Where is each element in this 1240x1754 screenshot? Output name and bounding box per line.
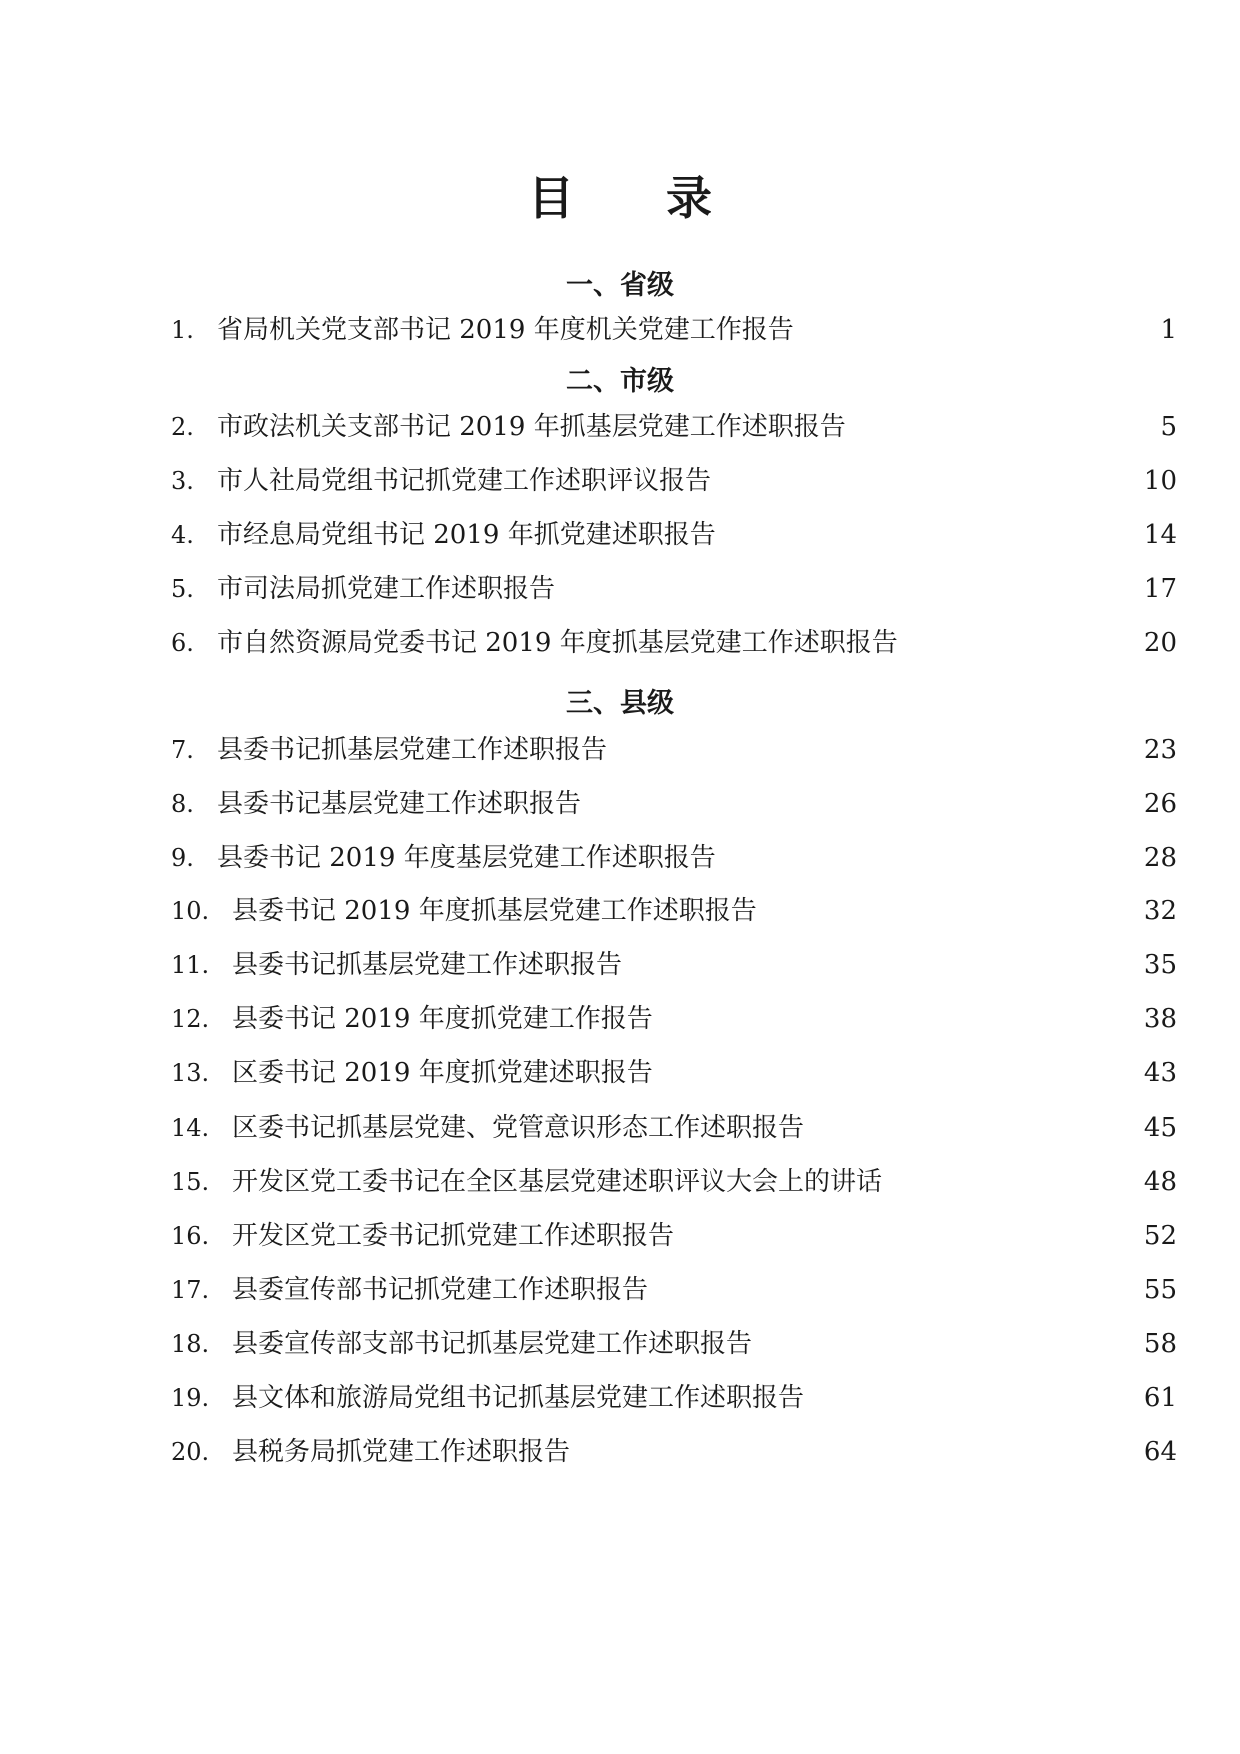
entry-page-number: 35 <box>1143 950 1177 980</box>
toc-entry[interactable] <box>0 569 1240 609</box>
entry-number: 4. <box>171 521 194 549</box>
entry-page-number: 55 <box>1143 1275 1177 1305</box>
entry-page-number: 14 <box>1143 520 1177 550</box>
entry-number: 3. <box>171 467 194 495</box>
entry-page-number: 20 <box>1143 628 1177 658</box>
entry-number: 13. <box>171 1059 210 1087</box>
entry-title: 县委宣传部书记抓党建工作述职报告 <box>232 1275 649 1305</box>
entry-page-number: 48 <box>1143 1167 1177 1197</box>
toc-entry[interactable] <box>0 461 1240 501</box>
entry-title: 县委宣传部支部书记抓基层党建工作述职报告 <box>232 1329 753 1359</box>
toc-entry[interactable] <box>0 1432 1240 1472</box>
entry-title: 市经息局党组书记 2019 年抓党建述职报告 <box>217 520 716 550</box>
entry-title: 省局机关党支部书记 2019 年度机关党建工作报告 <box>217 315 794 345</box>
section-heading-provincial: 一、省级 <box>566 270 674 301</box>
toc-entry[interactable] <box>0 999 1240 1039</box>
document-title: 目 录 <box>527 171 750 225</box>
entry-page-number: 52 <box>1143 1221 1177 1251</box>
entry-title: 区委书记 2019 年度抓党建述职报告 <box>232 1058 653 1088</box>
entry-page-number: 5 <box>1160 412 1177 442</box>
toc-entry[interactable] <box>0 730 1240 770</box>
entry-page-number: 43 <box>1143 1058 1177 1088</box>
entry-page-number: 23 <box>1143 735 1177 765</box>
entry-number: 20. <box>171 1438 210 1466</box>
entry-number: 18. <box>171 1330 210 1358</box>
entry-title: 县文体和旅游局党组书记抓基层党建工作述职报告 <box>232 1383 805 1413</box>
toc-entry[interactable] <box>0 515 1240 555</box>
toc-entry[interactable] <box>0 1053 1240 1093</box>
toc-entry[interactable] <box>0 1216 1240 1256</box>
entry-page-number: 17 <box>1143 574 1177 604</box>
entry-title: 市政法机关支部书记 2019 年抓基层党建工作述职报告 <box>217 412 846 442</box>
entry-page-number: 32 <box>1143 896 1177 926</box>
entry-title: 县委书记抓基层党建工作述职报告 <box>232 950 623 980</box>
entry-number: 19. <box>171 1384 210 1412</box>
toc-entry[interactable] <box>0 310 1240 350</box>
entry-number: 5. <box>171 575 194 603</box>
entry-page-number: 61 <box>1143 1383 1177 1413</box>
toc-entry[interactable] <box>0 1108 1240 1148</box>
section-heading-city: 二、市级 <box>566 366 674 397</box>
entry-title: 区委书记抓基层党建、党管意识形态工作述职报告 <box>232 1113 805 1143</box>
toc-entry[interactable] <box>0 838 1240 878</box>
section-heading-county: 三、县级 <box>566 688 674 719</box>
entry-title: 县委书记 2019 年度基层党建工作述职报告 <box>217 843 716 873</box>
entry-number: 2. <box>171 413 194 441</box>
toc-entry[interactable] <box>0 891 1240 931</box>
entry-title: 县委书记抓基层党建工作述职报告 <box>217 735 608 765</box>
toc-entry[interactable] <box>0 1162 1240 1202</box>
entry-page-number: 28 <box>1143 843 1177 873</box>
toc-entry[interactable] <box>0 407 1240 447</box>
entry-page-number: 1 <box>1160 315 1177 345</box>
entry-number: 7. <box>171 736 194 764</box>
entry-title: 县委书记 2019 年度抓党建工作报告 <box>232 1004 653 1034</box>
entry-number: 9. <box>171 844 194 872</box>
entry-title: 县委书记 2019 年度抓基层党建工作述职报告 <box>232 896 757 926</box>
entry-number: 6. <box>171 629 194 657</box>
entry-number: 17. <box>171 1276 210 1304</box>
entry-page-number: 45 <box>1143 1113 1177 1143</box>
entry-number: 12. <box>171 1005 210 1033</box>
entry-title: 市人社局党组书记抓党建工作述职评议报告 <box>217 466 712 496</box>
entry-page-number: 58 <box>1143 1329 1177 1359</box>
entry-number: 16. <box>171 1222 210 1250</box>
entry-page-number: 26 <box>1143 789 1177 819</box>
entry-number: 1. <box>171 316 194 344</box>
entry-page-number: 10 <box>1143 466 1177 496</box>
toc-entry[interactable] <box>0 1270 1240 1310</box>
entry-number: 14. <box>171 1114 210 1142</box>
entry-title: 县税务局抓党建工作述职报告 <box>232 1437 571 1467</box>
entry-title: 开发区党工委书记抓党建工作述职报告 <box>232 1221 675 1251</box>
toc-entry[interactable] <box>0 623 1240 663</box>
toc-entry[interactable] <box>0 1378 1240 1418</box>
entry-title: 市自然资源局党委书记 2019 年度抓基层党建工作述职报告 <box>217 628 898 658</box>
entry-title: 市司法局抓党建工作述职报告 <box>217 574 556 604</box>
entry-page-number: 38 <box>1143 1004 1177 1034</box>
entry-title: 县委书记基层党建工作述职报告 <box>217 789 582 819</box>
toc-entry[interactable] <box>0 1324 1240 1364</box>
toc-entry[interactable] <box>0 784 1240 824</box>
entry-number: 15. <box>171 1168 210 1196</box>
entry-number: 10. <box>171 897 210 925</box>
entry-number: 11. <box>171 951 210 979</box>
entry-title: 开发区党工委书记在全区基层党建述职评议大会上的讲话 <box>232 1167 883 1197</box>
entry-page-number: 64 <box>1143 1437 1177 1467</box>
entry-number: 8. <box>171 790 194 818</box>
toc-entry[interactable] <box>0 945 1240 985</box>
